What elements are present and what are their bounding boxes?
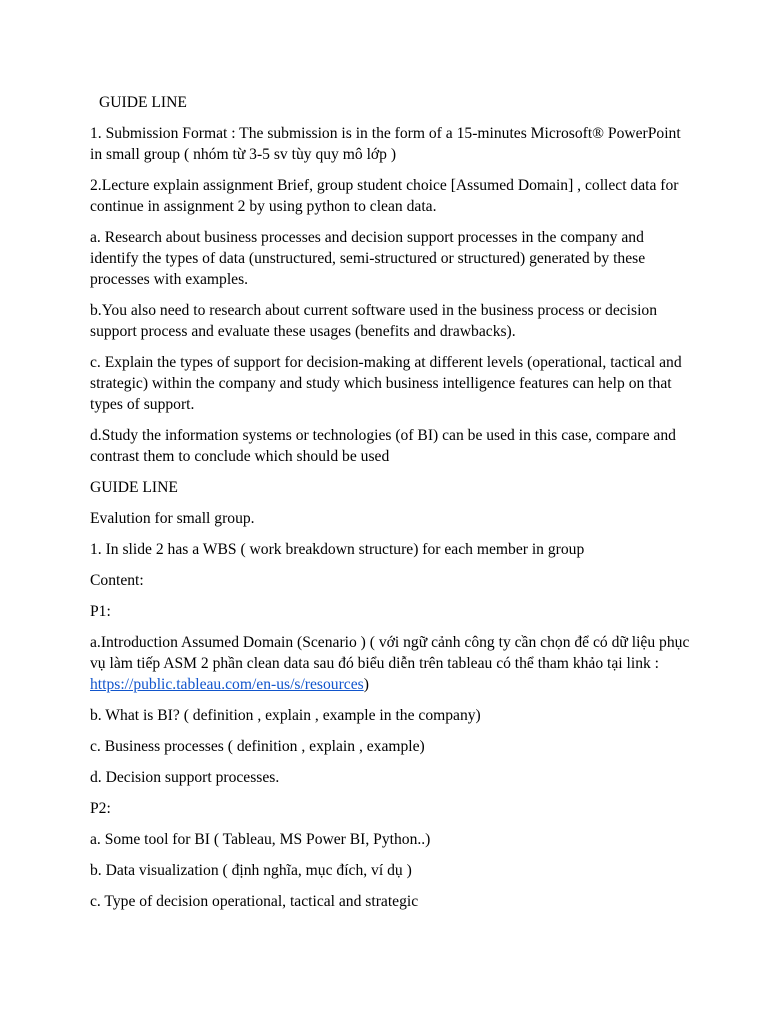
p2-label: P2: xyxy=(90,800,111,817)
task-a-paragraph: a. Research about business processes and decision support processes in the company and identify the types of data (unstructured, semi-structured or structured) generated by these processes with examples. xyxy=(90,229,646,288)
task-c-paragraph: c. Explain the types of support for decision-making at different levels (operational, tactical and strategic) within the company and study which business intelligence features can help on that types of support. xyxy=(90,354,682,413)
p1-item-a xyxy=(90,632,690,695)
p2-item-c: c. Type of decision operational, tactical and strategic xyxy=(90,893,419,910)
slide-wbs-paragraph: 1. In slide 2 has a WBS ( work breakdown structure) for each member in group xyxy=(90,541,585,558)
submission-format-paragraph: 1. Submission Format : The submission is in the form of a 15-minutes Microsoft® PowerPoint in small group ( nhóm từ 3-5 sv tùy quy mô lớp ) xyxy=(90,125,681,163)
tableau-resources-link[interactable]: https://public.tableau.com/en-us/s/resources xyxy=(90,676,364,693)
document-page xyxy=(90,92,690,922)
lecture-brief-paragraph: 2.Lecture explain assignment Brief, group student choice [Assumed Domain] , collect data for continue in assignment 2 by using python to clean data. xyxy=(90,177,679,215)
p1-item-a-close: ) xyxy=(363,676,369,693)
section-heading: GUIDE LINE xyxy=(90,479,178,496)
p1-item-b: b. What is BI? ( definition , explain , example in the company) xyxy=(90,707,481,724)
evaluation-paragraph: Evalution for small group. xyxy=(90,510,255,527)
content-label: Content: xyxy=(90,572,144,589)
task-d-paragraph: d.Study the information systems or technologies (of BI) can be used in this case, compare and contrast them to conclude which should be used xyxy=(90,427,676,465)
p2-item-a: a. Some tool for BI ( Tableau, MS Power BI, Python..) xyxy=(90,831,431,848)
p1-item-d: d. Decision support processes. xyxy=(90,769,280,786)
page-heading: GUIDE LINE xyxy=(99,94,187,111)
p2-item-b: b. Data visualization ( định nghĩa, mục đích, ví dụ ) xyxy=(90,862,412,879)
task-b-paragraph: b.You also need to research about current software used in the business process or decision support process and evaluate these usages (benefits and drawbacks). xyxy=(90,302,658,340)
p1-item-c: c. Business processes ( definition , explain , example) xyxy=(90,738,425,755)
p1-label: P1: xyxy=(90,603,111,620)
p1-item-a-text: a.Introduction Assumed Domain (Scenario ) ( với ngữ cảnh công ty cần chọn để có dữ liệu phục vụ làm tiếp ASM 2 phần clean data sau đó biểu diễn trên tableau có thể tham khảo tại link : xyxy=(90,634,690,672)
